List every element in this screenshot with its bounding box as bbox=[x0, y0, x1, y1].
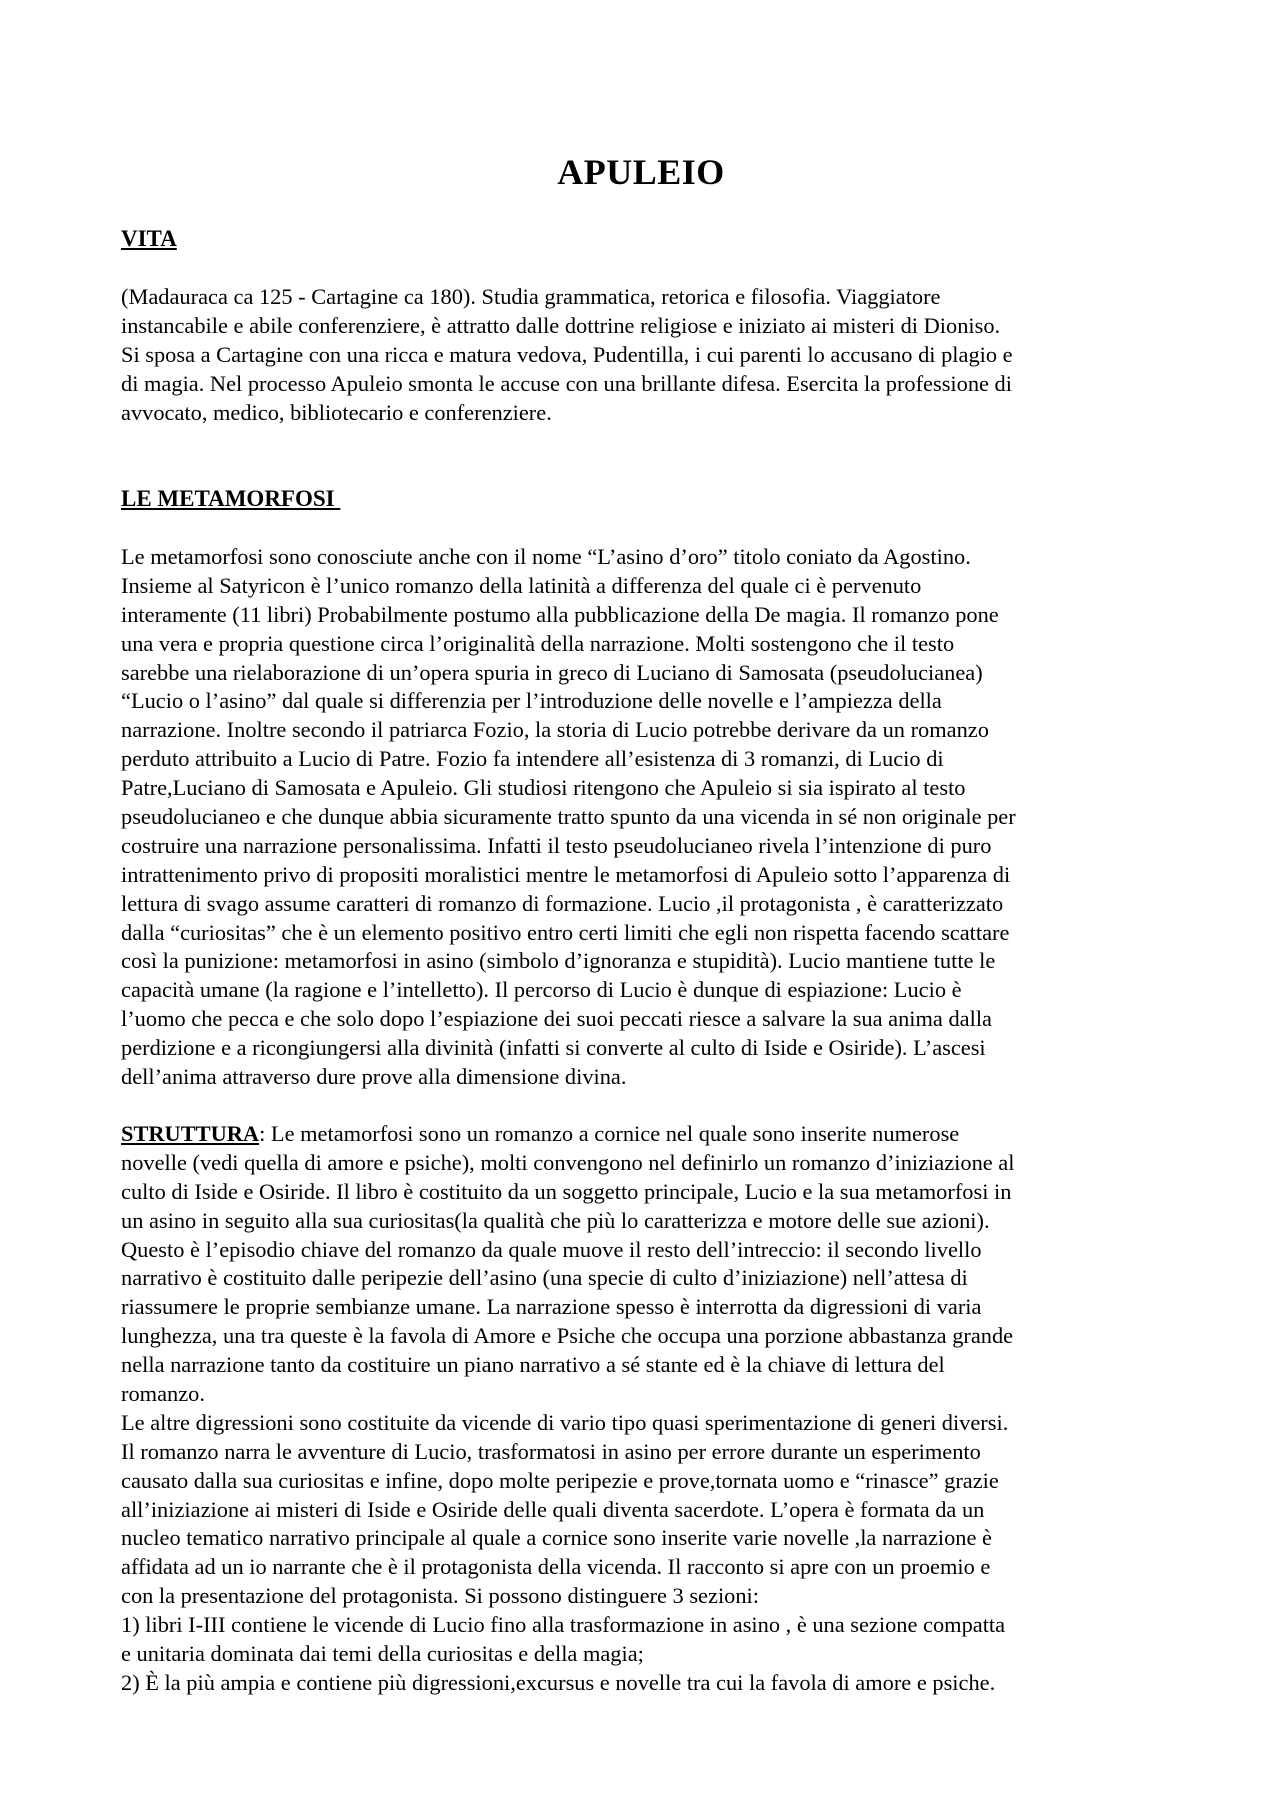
text-line: 2) È la più ampia e contiene più digressioni,excursus e novelle tra cui la favola di amore e psiche. bbox=[121, 1669, 996, 1695]
text-line: un asino in seguito alla sua curiositas(la qualità che più lo caratterizza e motore delle sue azioni). bbox=[121, 1207, 990, 1233]
text-line: intrattenimento privo di propositi moralistici mentre le metamorfosi di Apuleio sotto l’apparenza di bbox=[121, 861, 1011, 887]
text-line: con la presentazione del protagonista. Si possono distinguere 3 sezioni: bbox=[121, 1583, 759, 1609]
text-line: “Lucio o l’asino” dal quale si differenzia per l’introduzione delle novelle e l’ampiezza della bbox=[121, 688, 942, 714]
text-line: lunghezza, una tra queste è la favola di Amore e Psiche che occupa una porzione abbastanza grande bbox=[121, 1323, 1014, 1349]
text-line: (Madauraca ca 125 - Cartagine ca 180). Studia grammatica, retorica e filosofia. Viaggiatore bbox=[121, 284, 941, 309]
text-line: nucleo tematico narrativo principale al quale a cornice sono inserite varie novelle ,la narrazione è bbox=[121, 1525, 992, 1551]
text-line: così la punizione: metamorfosi in asino (simbolo d’ignoranza e stupidità). Lucio mantiene tutte le bbox=[121, 948, 996, 974]
text-line: nella narrazione tanto da costituire un piano narrativo a sé stante ed è la chiave di lettura del bbox=[121, 1352, 945, 1378]
text-line: lettura di svago assume caratteri di romanzo di formazione. Lucio ,il protagonista , è caratterizzato bbox=[121, 890, 1004, 916]
text-line: interamente (11 libri) Probabilmente postumo alla pubblicazione della De magia. Il romanzo pone bbox=[121, 601, 999, 627]
text-line: riassumere le proprie sembianze umane. La narrazione spesso è interrotta da digressioni di varia bbox=[121, 1294, 982, 1320]
text-line: Patre,Luciano di Samosata e Apuleio. Gli studiosi ritengono che Apuleio si sia ispirato al testo bbox=[121, 775, 966, 801]
text-line: all’iniziazione ai misteri di Iside e Osiride delle quali diventa sacerdote. L’opera è formata da un bbox=[121, 1496, 985, 1522]
text-line: romanzo. bbox=[121, 1381, 205, 1407]
text-line: capacità umane (la ragione e l’intelletto). Il percorso di Lucio è dunque di espiazione: Lucio è bbox=[121, 977, 962, 1003]
text-line: una vera e propria questione circa l’originalità della narrazione. Molti sostengono che il testo bbox=[121, 630, 955, 656]
text-line: novelle (vedi quella di amore e psiche), molti convengono nel definirlo un romanzo d’iniziazione al bbox=[121, 1149, 1015, 1175]
section-heading-struttura: STRUTTURA bbox=[121, 1121, 260, 1146]
text-line: narrativo è costituito dalle peripezie dell’asino (una specie di culto d’iniziazione) nell’attesa di bbox=[121, 1265, 968, 1291]
text-line: Insieme al Satyricon è l’unico romanzo della latinità a differenza del quale ci è pervenuto bbox=[121, 572, 922, 598]
struttura-first-line-text: : Le metamorfosi sono un romanzo a cornice nel quale sono inserite numerose bbox=[259, 1121, 960, 1146]
section-heading-vita: VITA bbox=[121, 226, 177, 251]
document-title: APULEIO bbox=[557, 152, 725, 192]
text-line: avvocato, medico, bibliotecario e conferenziere. bbox=[121, 399, 552, 425]
text-line: Questo è l’episodio chiave del romanzo da quale muove il resto dell’intreccio: il secondo livello bbox=[121, 1236, 982, 1262]
paragraph-struttura bbox=[121, 1120, 1161, 1698]
text-line: dalla “curiositas” che è un elemento positivo entro certi limiti che egli non rispetta facendo scattare bbox=[121, 919, 1010, 945]
text-line: Il romanzo narra le avventure di Lucio, trasformatosi in asino per errore durante un esperimento bbox=[121, 1438, 981, 1464]
text-line: perduto attribuito a Lucio di Patre. Fozio fa intendere all’esistenza di 3 romanzi, di Lucio di bbox=[121, 746, 944, 772]
text-line: 1) libri I-III contiene le vicende di Lucio fino alla trasformazione in asino , è una sezione compatta bbox=[121, 1612, 1006, 1638]
section-heading-metamorfosi: LE METAMORFOSI bbox=[121, 486, 341, 511]
text-line: narrazione. Inoltre secondo il patriarca Fozio, la storia di Lucio potrebbe derivare da un romanzo bbox=[121, 717, 989, 743]
text-line: pseudolucianeo e che dunque abbia sicuramente tratto spunto da una vicenda in sé non originale per bbox=[121, 804, 1016, 830]
text-line: sarebbe una rielaborazione di un’opera spuria in greco di Luciano di Samosata (pseudolucianea) bbox=[121, 659, 983, 685]
text-line bbox=[121, 1120, 1161, 1149]
text-line: costruire una narrazione personalissima. Infatti il testo pseudolucianeo rivela l’intenzione di puro bbox=[121, 832, 992, 858]
text-line: affidata ad un io narrante che è il protagonista della vicenda. Il racconto si apre con un proemio e bbox=[121, 1554, 991, 1580]
text-line: perdizione e a ricongiungersi alla divinità (infatti si converte al culto di Iside e Osiride). L’ascesi bbox=[121, 1035, 986, 1061]
text-line: Si sposa a Cartagine con una ricca e matura vedova, Pudentilla, i cui parenti lo accusano di plagio e bbox=[121, 341, 1013, 367]
text-line: instancabile e abile conferenziere, è attratto dalle dottrine religiose e iniziato ai misteri di Dioniso. bbox=[121, 312, 1001, 338]
paragraph-metamorfosi bbox=[121, 543, 1161, 1092]
text-line: causato dalla sua curiositas e infine, dopo molte peripezie e prove,tornata uomo e “rinasce” grazie bbox=[121, 1467, 999, 1493]
text-line: culto di Iside e Osiride. Il libro è costituito da un soggetto principale, Lucio e la sua metamorfosi in bbox=[121, 1178, 1012, 1204]
text-line: di magia. Nel processo Apuleio smonta le accuse con una brillante difesa. Esercita la professione di bbox=[121, 370, 1012, 396]
paragraph-vita bbox=[121, 283, 1161, 427]
text-line: l’uomo che pecca e che solo dopo l’espiazione dei suoi peccati riesce a salvare la sua anima dalla bbox=[121, 1006, 992, 1032]
text-line: Le metamorfosi sono conosciute anche con il nome “L’asino d’oro” titolo coniato da Agostino. bbox=[121, 544, 971, 569]
text-line: Le altre digressioni sono costituite da vicende di vario tipo quasi sperimentazione di generi diversi. bbox=[121, 1409, 1009, 1435]
text-line: dell’anima attraverso dure prove alla dimensione divina. bbox=[121, 1064, 627, 1090]
text-line: e unitaria dominata dai temi della curiositas e della magia; bbox=[121, 1641, 644, 1667]
